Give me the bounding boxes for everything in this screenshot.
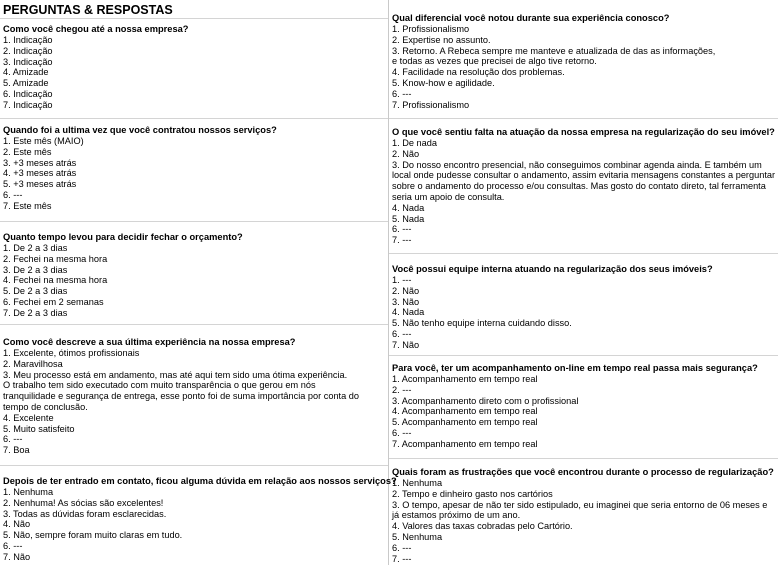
question-text: Quando foi a ultima vez que você contratou nossos serviços? — [3, 125, 277, 135]
answer-item: 2. Nenhuma! As sócias são excelentes! — [3, 497, 164, 508]
answer-item: 2. Este mês — [3, 146, 52, 157]
answer-item: 6. --- — [392, 224, 412, 235]
answer-item: 2. --- — [392, 384, 412, 395]
answer-item: 6. --- — [392, 328, 412, 339]
answer-item: 7. Acompanhamento em tempo real — [392, 438, 538, 449]
row-divider — [0, 221, 388, 222]
answer-item: 5. Know-how e agilidade. — [392, 77, 495, 88]
answer-item: 4. Nada — [392, 202, 425, 213]
answer-item: 6. --- — [392, 427, 412, 438]
answer-item: 2. Indicação — [3, 45, 53, 56]
answer-item: 5. Muito satisfeito — [3, 423, 75, 434]
answer-item: 5. +3 meses atrás — [3, 179, 77, 190]
question-text: Você possui equipe interna atuando na regularização dos seus imóveis? — [392, 264, 713, 274]
answer-item: 4. Facilidade na resolução dos problemas. — [392, 67, 565, 78]
row-divider — [0, 18, 388, 19]
row-divider — [389, 118, 778, 119]
answer-item: 4. Fechei na mesma hora — [3, 275, 108, 286]
answer-item: 1. Este mês (MAIO) — [3, 136, 84, 146]
answer-item: 7. Este mês — [3, 200, 52, 211]
answer-list — [392, 478, 777, 564]
answer-item: 4. Acompanhamento em tempo real — [392, 406, 538, 417]
answer-item: 4. Excelente — [3, 412, 54, 423]
answer-item: 3. Indicação — [3, 56, 53, 67]
row-divider — [389, 355, 778, 356]
question-text: Quanto tempo levou para decidir fechar o orçamento? — [3, 232, 243, 242]
answer-item: 7. Não — [392, 339, 420, 350]
answer-item: 2. Fechei na mesma hora — [3, 253, 108, 264]
answer-item: 6. --- — [392, 88, 412, 99]
question-text: Quais foram as frustrações que você encontrou durante o processo de regularização? — [392, 467, 774, 477]
page-title: PERGUNTAS & RESPOSTAS — [3, 3, 173, 17]
answer-list — [392, 275, 777, 351]
answer-item: 6. --- — [3, 189, 23, 200]
answer-list — [392, 138, 777, 246]
answer-list — [392, 374, 777, 450]
answer-item: 1. Indicação — [3, 35, 53, 45]
answer-item: 5. Nada — [392, 213, 425, 224]
qa-block — [3, 125, 388, 212]
answer-list — [392, 24, 777, 110]
answer-item: 6. --- — [392, 542, 412, 553]
answer-item: 2. Expertise no assunto. — [392, 34, 491, 45]
answer-item: 6. --- — [3, 540, 23, 551]
answer-item: 3. O tempo, apesar de não ter sido estipulado, eu imaginei que seria entorno de 06 meses e já estamos próximo de um ano. — [392, 499, 768, 521]
answer-item: 5. Não tenho equipe interna cuidando disso. — [392, 318, 572, 329]
row-divider — [0, 118, 388, 119]
qa-block — [392, 363, 777, 450]
answer-item: 3. Todas as dúvidas foram esclarecidas. — [3, 508, 167, 519]
answer-list — [3, 243, 388, 319]
qa-block — [3, 24, 388, 111]
answer-item: 1. Excelente, ótimos profissionais — [3, 348, 140, 358]
qa-block — [3, 337, 388, 456]
answer-item: 1. --- — [392, 275, 412, 285]
answer-item: 4. +3 meses atrás — [3, 168, 77, 179]
qa-block — [3, 232, 388, 319]
answer-list — [3, 35, 388, 111]
answer-item: 4. Não — [3, 519, 31, 530]
answer-item: 1. Nenhuma — [3, 487, 54, 497]
answer-item: 3. Não — [392, 296, 420, 307]
answer-item: 3. +3 meses atrás — [3, 157, 77, 168]
question-text: Qual diferencial você notou durante sua experiência conosco? — [392, 13, 670, 23]
answer-item: 6. Fechei em 2 semanas — [3, 296, 104, 307]
answer-item: 6. Indicação — [3, 88, 53, 99]
answer-item: 4. Amizade — [3, 67, 49, 78]
qa-block — [392, 127, 777, 246]
answer-list — [3, 487, 388, 563]
question-text: Como você descreve a sua última experiência na nossa empresa? — [3, 337, 296, 347]
question-text: Para você, ter um acompanhamento on-line em tempo real passa mais segurança? — [392, 363, 758, 373]
answer-item: 1. De nada — [392, 138, 437, 148]
answer-item: 3. Retorno. A Rebeca sempre me manteve e atualizada de das as informações, e todas as vezes que precisei de algo tive retorno. — [392, 45, 716, 67]
answer-item: 1. Nenhuma — [392, 478, 443, 488]
answer-item: 7. Profissionalismo — [392, 99, 470, 110]
qa-block — [3, 476, 397, 563]
answer-item: 7. Não — [3, 551, 31, 562]
row-divider — [0, 324, 388, 325]
answer-item: 2. Tempo e dinheiro gasto nos cartórios — [392, 488, 553, 499]
answer-item: 1. Profissionalismo — [392, 24, 470, 34]
answer-item: 2. Maravilhosa — [3, 358, 63, 369]
answer-item: 7. --- — [392, 235, 412, 246]
answer-item: 7. De 2 a 3 dias — [3, 307, 68, 318]
answer-item: 5. Nenhuma — [392, 531, 443, 542]
row-divider — [0, 465, 388, 466]
answer-item: 3. Do nosso encontro presencial, não conseguimos combinar agenda ainda. E também um local onde pudesse consultar o andamento, assim evitaria mensagens constantes a perguntar sobre o andamento do processo e/ou consultas. Mas gosto do contato direto, tal ferramenta seria um apoio de consulta. — [392, 159, 776, 202]
qa-block — [392, 264, 777, 351]
question-text: O que você sentiu falta na atuação da nossa empresa na regularização do seu imóvel? — [392, 127, 775, 137]
answer-item: 2. Não — [392, 148, 420, 159]
qa-block — [392, 467, 777, 564]
answer-item: 1. Acompanhamento em tempo real — [392, 374, 538, 384]
question-text: Depois de ter entrado em contato, ficou alguma dúvida em relação aos nossos serviços? — [3, 476, 397, 486]
answer-item: 5. De 2 a 3 dias — [3, 286, 68, 297]
answer-item: 1. De 2 a 3 dias — [3, 243, 68, 253]
answer-item: 4. Valores das taxas cobradas pelo Cartório. — [392, 521, 573, 532]
answer-item: 5. Amizade — [3, 78, 49, 89]
answer-item: 7. Indicação — [3, 99, 53, 110]
answer-item: 5. Não, sempre foram muito claras em tudo. — [3, 530, 183, 541]
answer-item: 6. --- — [3, 434, 23, 445]
answer-item: 4. Nada — [392, 307, 425, 318]
answer-item: 7. --- — [392, 553, 412, 564]
answer-item: 5. Acompanhamento em tempo real — [392, 417, 538, 428]
question-text: Como você chegou até a nossa empresa? — [3, 24, 189, 34]
answer-list — [3, 348, 388, 456]
answer-list — [3, 136, 388, 212]
answer-item: 2. Não — [392, 285, 420, 296]
answer-item: 7. Boa — [3, 445, 30, 456]
answer-item: 3. Meu processo está em andamento, mas até aqui tem sido uma ótima experiência. O trabalho tem sido executado com muito transparência o que gerou em nós tranquilidade e segurança de entrega, esse ponto foi de suma importância por conta do tempo de conclusão. — [3, 369, 359, 412]
row-divider — [389, 458, 778, 459]
answer-item: 3. Acompanhamento direto com o profissional — [392, 395, 579, 406]
row-divider — [389, 253, 778, 254]
qa-block — [392, 13, 777, 110]
answer-item: 3. De 2 a 3 dias — [3, 264, 68, 275]
